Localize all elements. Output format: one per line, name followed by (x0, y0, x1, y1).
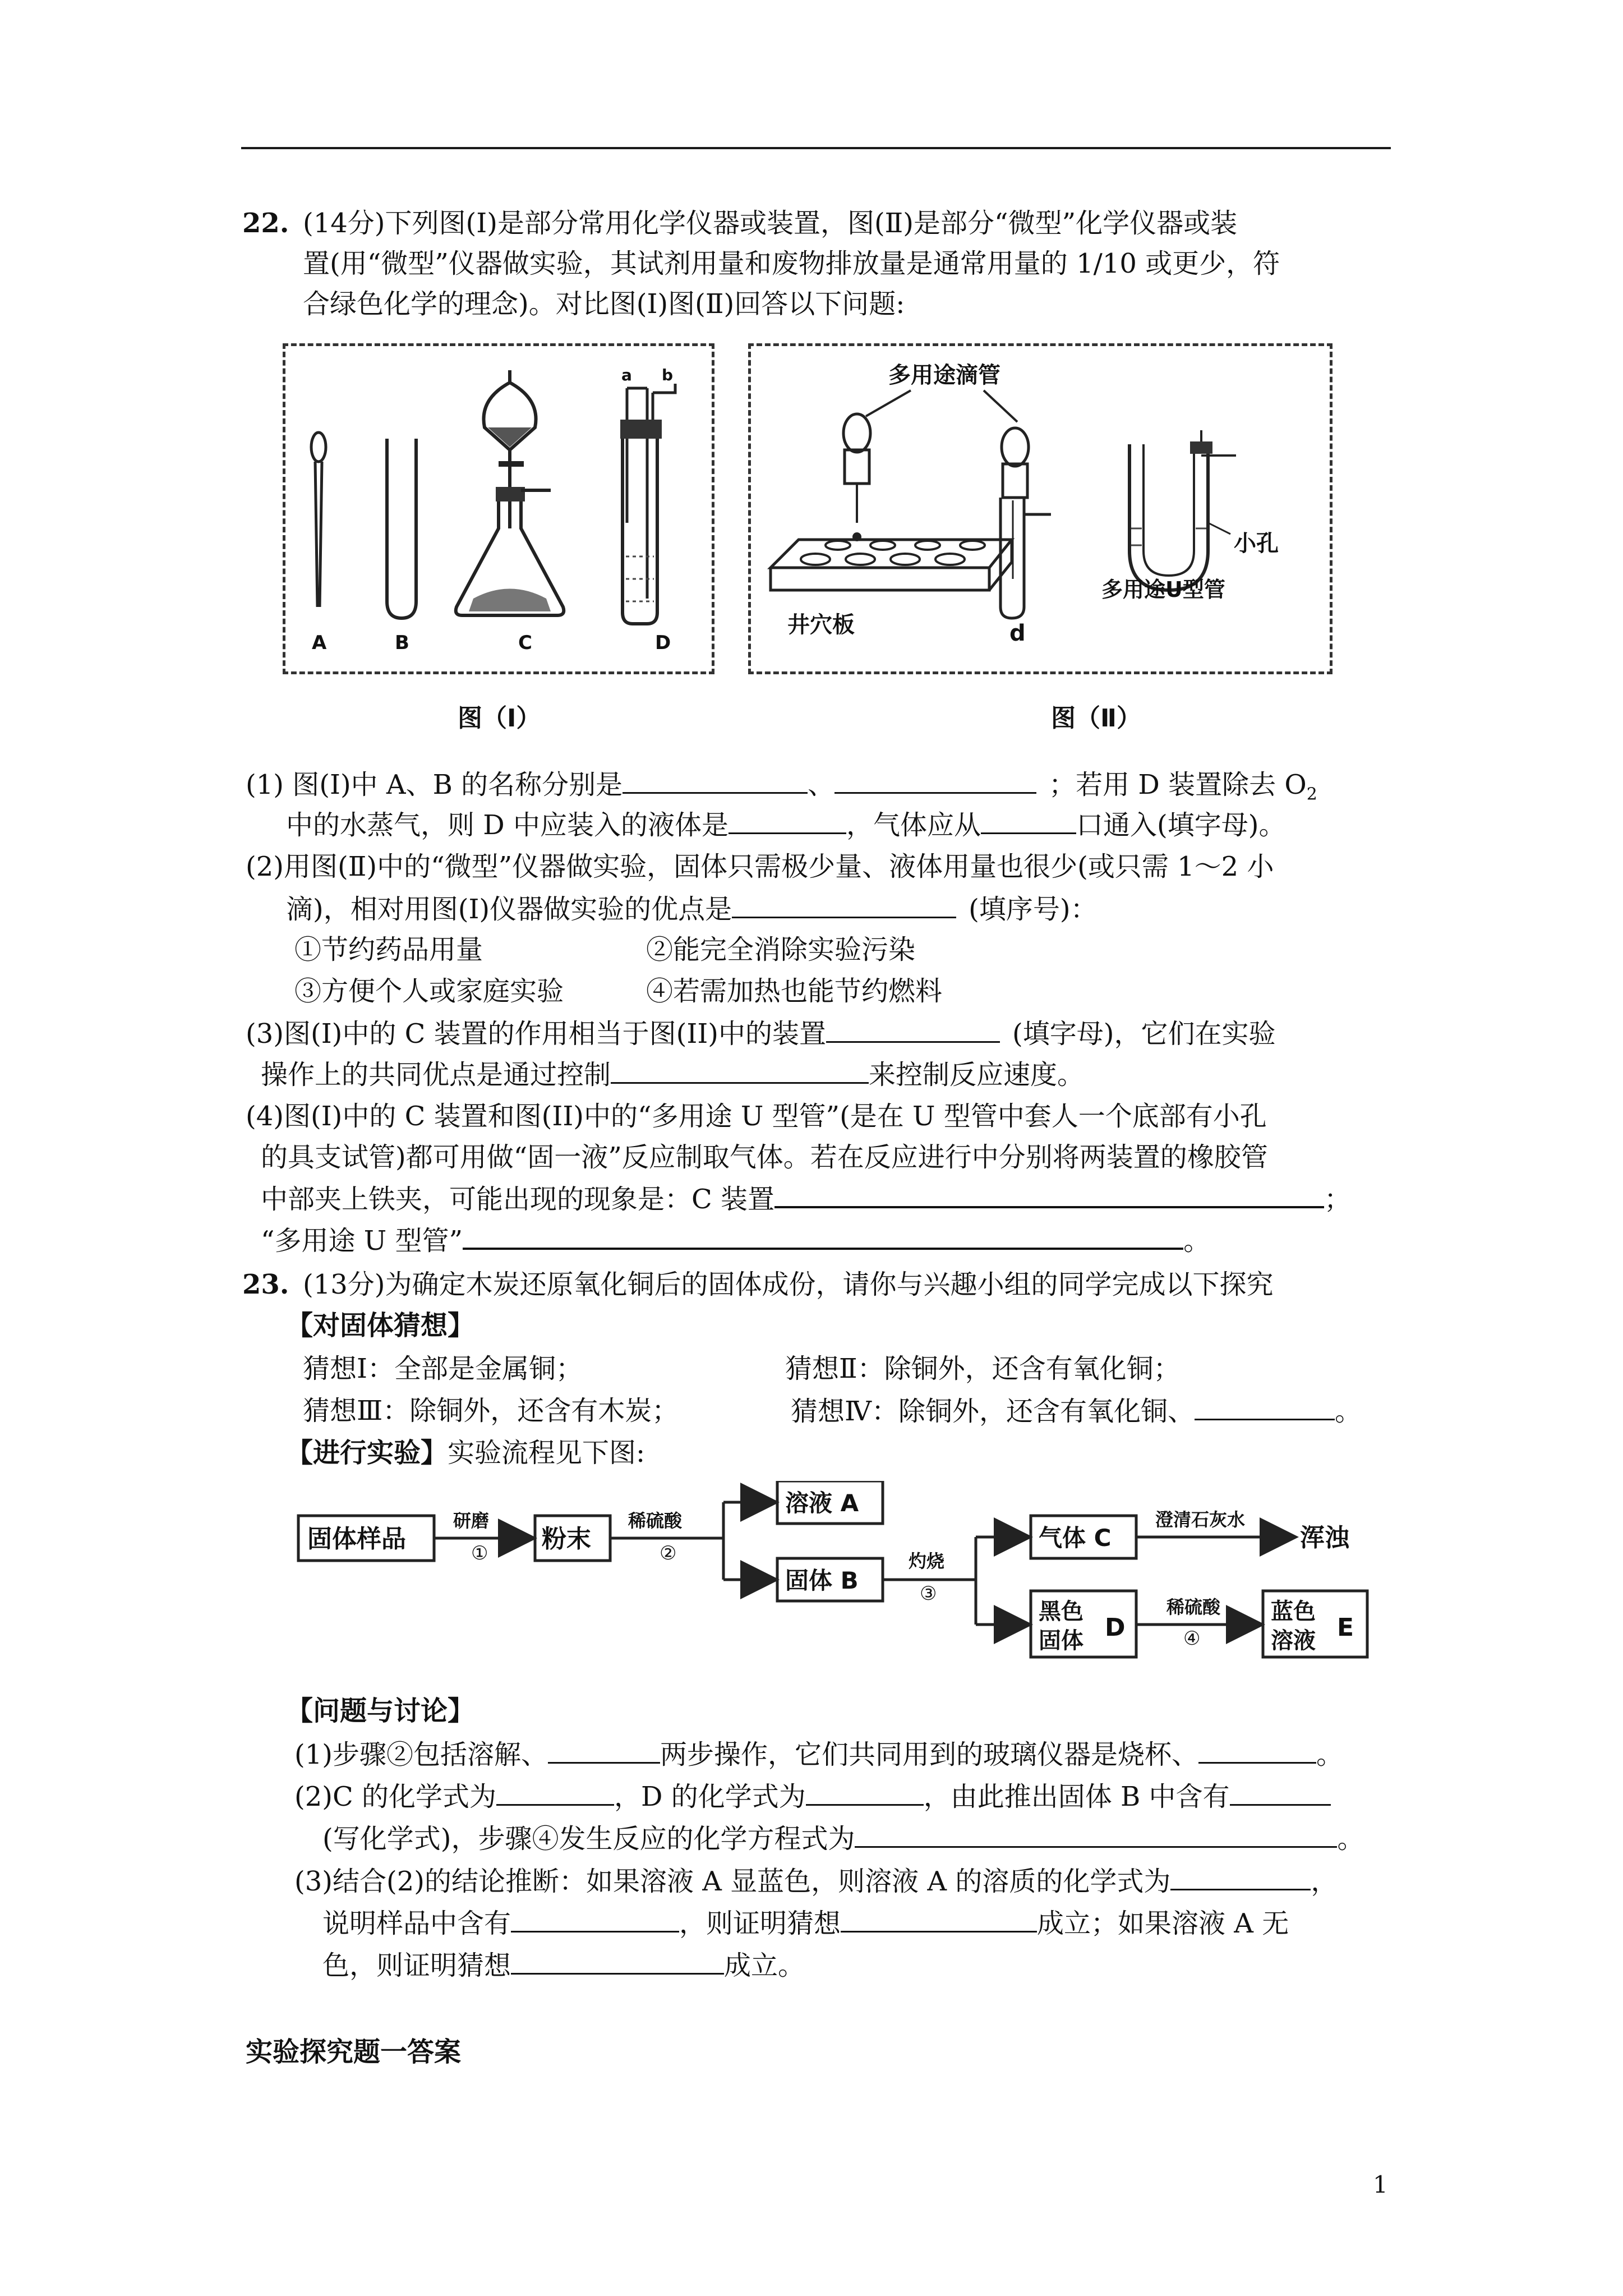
text-sample: 固体样品 (307, 1525, 406, 1553)
d3-line1: (3)结合(2)的结论推断：如果溶液 A 显蓝色，则溶液 A 的溶质的化学式为 ， (294, 1864, 1338, 1898)
figure-2-caption: 图（Ⅱ） (1051, 704, 1141, 733)
text-powder: 粉末 (542, 1525, 591, 1553)
figure-1-caption: 图（Ⅰ） (458, 704, 541, 733)
text-black-d-letter: D (1105, 1613, 1126, 1642)
test-tube-icon (387, 439, 416, 618)
separatory-funnel-icon (483, 370, 536, 528)
svg-text:a: a (621, 366, 632, 384)
blank-guess4 (1195, 1394, 1335, 1420)
well-plate-icon (771, 540, 1012, 590)
label-d: D (655, 632, 671, 654)
option-4: ④若需加热也能节约燃料 (646, 976, 943, 1007)
blank-d1-op (548, 1737, 660, 1764)
label-burn: 灼烧 (909, 1550, 945, 1572)
q22-s3-line2: 操作上的共同优点是通过控制 来控制反应速度。 (261, 1057, 1084, 1092)
blank-control (611, 1057, 869, 1084)
hole-label: 小孔 (1234, 531, 1279, 556)
text-solid-b: 固体 B (785, 1567, 859, 1594)
q22-line3: 合绿色化学的理念)。对比图(I)图(Ⅱ)回答以下问题: (303, 288, 905, 320)
header-rule (241, 147, 1391, 149)
answer-title: 实验探究题一答案 (246, 2036, 462, 2068)
text-black-d-1: 黑色 (1039, 1599, 1083, 1625)
q22-s3-line1: (3)图(I)中的 C 装置的作用相当于图(II)中的装置 (填字母)，它们在实验 (246, 1016, 1276, 1051)
q23-intro: (13分)为确定木炭还原氧化铜后的固体成份，请你与兴趣小组的同学完成以下探究 (303, 1269, 1274, 1300)
blank-inlet (981, 808, 1076, 834)
blank-a-name (623, 767, 808, 794)
label-step2: ② (660, 1542, 677, 1565)
text-blue-e-1: 蓝色 (1271, 1599, 1316, 1625)
figure-2-apparatus (748, 343, 1331, 747)
d3-line2: 说明样品中含有 ，则证明猜想 成立；如果溶液 A 无 (322, 1906, 1289, 1940)
label-grind: 研磨 (453, 1510, 490, 1531)
multi-use-dropper-icon (843, 414, 870, 541)
discussion-heading: 【问题与讨论】 (286, 1695, 475, 1727)
dropper-label: 多用途滴管 (888, 362, 1000, 388)
text-blue-e-letter: E (1337, 1613, 1354, 1642)
q22-line1: (14分)下列图(Ⅰ)是部分常用化学仪器或装置，图(Ⅱ)是部分“微型”化学仪器或装 (303, 208, 1238, 239)
text-gas-c: 气体 C (1039, 1524, 1112, 1552)
option-2: ②能完全消除实验污染 (646, 934, 916, 965)
blank-sample-contains (511, 1906, 679, 1932)
blank-c-phenomenon (774, 1181, 1324, 1208)
blank-guess-a (841, 1906, 1037, 1932)
option-1: ①节约药品用量 (294, 934, 483, 965)
label-b: B (395, 632, 409, 654)
q22-line2: 置(用“微型”仪器做实验，其试剂用量和废物排放量是通常用量的 1/10 或更少，符 (303, 248, 1280, 279)
exp-heading: 【进行实验】实验流程见下图: (286, 1437, 645, 1469)
text-blue-e-2: 溶液 (1271, 1628, 1316, 1654)
u-tube-label: 多用途U型管 (1101, 577, 1225, 602)
blank-d-formula (806, 1779, 924, 1806)
guess-3: 猜想Ⅲ：除铜外，还含有木炭； (303, 1395, 679, 1427)
svg-text:b: b (662, 366, 674, 384)
label-acid2: 稀硫酸 (1166, 1596, 1221, 1618)
blank-b-contains (1230, 1779, 1331, 1806)
text-turbid: 浑浊 (1300, 1524, 1349, 1552)
blank-guess-b (511, 1948, 724, 1975)
d2-line1: (2)C 的化学式为 ，D 的化学式为 ，由此推出固体 B 中含有 (294, 1779, 1331, 1814)
blank-equation (855, 1821, 1337, 1848)
guess-1: 猜想Ⅰ：全部是金属铜； (303, 1353, 583, 1384)
guess-2: 猜想Ⅱ：除铜外，还含有氧化铜； (785, 1353, 1181, 1384)
dropper-tube-icon (1000, 428, 1051, 618)
d1: (1)步骤②包括溶解、 两步操作，它们共同用到的玻璃仪器是烧杯、 。 (294, 1737, 1343, 1772)
page-number: 1 (1373, 2171, 1388, 2198)
d2-line2: (写化学式)，步骤④发生反应的化学方程式为 。 (322, 1821, 1364, 1856)
well-plate-label: 井穴板 (787, 612, 855, 638)
gas-washing-tube-icon (620, 366, 675, 624)
experiment-flowchart (280, 1481, 1424, 1666)
dropper-icon (311, 432, 326, 607)
q22-s1-line1: (1) 图(Ⅰ)中 A、B 的名称分别是 、 ；若用 D 装置除去 $O_2$ (246, 767, 1317, 812)
blank-device (826, 1016, 1000, 1043)
blank-advantage (732, 892, 956, 918)
blank-u-phenomenon (463, 1223, 1183, 1250)
guess-heading: 【对固体猜想】 (286, 1310, 475, 1341)
label-a: A (312, 632, 327, 654)
label-c: C (518, 632, 532, 654)
label-step1: ① (471, 1542, 488, 1565)
q22-s2-line1: (2)用图(Ⅱ)中的“微型”仪器做实验，固体只需极少量、液体用量也很少(或只需 1～2 小 (246, 851, 1274, 882)
blank-solute (1170, 1864, 1311, 1890)
label-acid: 稀硫酸 (628, 1510, 683, 1531)
guess-4: 猜想Ⅳ：除铜外，还含有氧化铜、 。 (791, 1394, 1362, 1428)
blank-b-name (834, 767, 1036, 794)
q22-s4-line4: “多用途 U 型管” 。 (261, 1223, 1210, 1258)
q22-s4-line3: 中部夹上铁夹，可能出现的现象是：C 装置 ； (261, 1181, 1351, 1216)
q22-s2-line2: 滴)，相对用图(I)仪器做实验的优点是 (填序号)： (286, 892, 1098, 926)
option-3: ③方便个人或家庭实验 (294, 976, 564, 1007)
q23-number: 23. (242, 1269, 289, 1300)
text-solution-a: 溶液 A (785, 1489, 859, 1517)
q22-number: 22. (242, 208, 289, 239)
q22-s4-line2: 的具支试管)都可用做“固一液”反应制取气体。若在反应进行中分别将两装置的橡胶管 (261, 1142, 1268, 1173)
blank-c-formula (496, 1779, 614, 1806)
d3-line3: 色，则证明猜想 成立。 (322, 1948, 805, 1982)
blank-d1-glass (1198, 1737, 1316, 1764)
q22-s1-line2: 中的水蒸气，则 D 中应装入的液体是 ，气体应从 口通入(填字母)。 (286, 808, 1286, 842)
d-label: d (1009, 620, 1026, 646)
text-black-d-2: 固体 (1039, 1628, 1083, 1654)
u-tube-icon (1129, 430, 1236, 590)
label-limewater: 澄清石灰水 (1155, 1509, 1246, 1530)
q22-s4-line1: (4)图(Ⅰ)中的 C 装置和图(II)中的“多用途 U 型管”(是在 U 型管中套人一个底部有小孔 (246, 1101, 1267, 1132)
label-step4: ④ (1183, 1627, 1201, 1650)
blank-liquid (728, 808, 846, 834)
figure-1-apparatus (283, 343, 714, 747)
label-step3: ③ (920, 1582, 937, 1605)
